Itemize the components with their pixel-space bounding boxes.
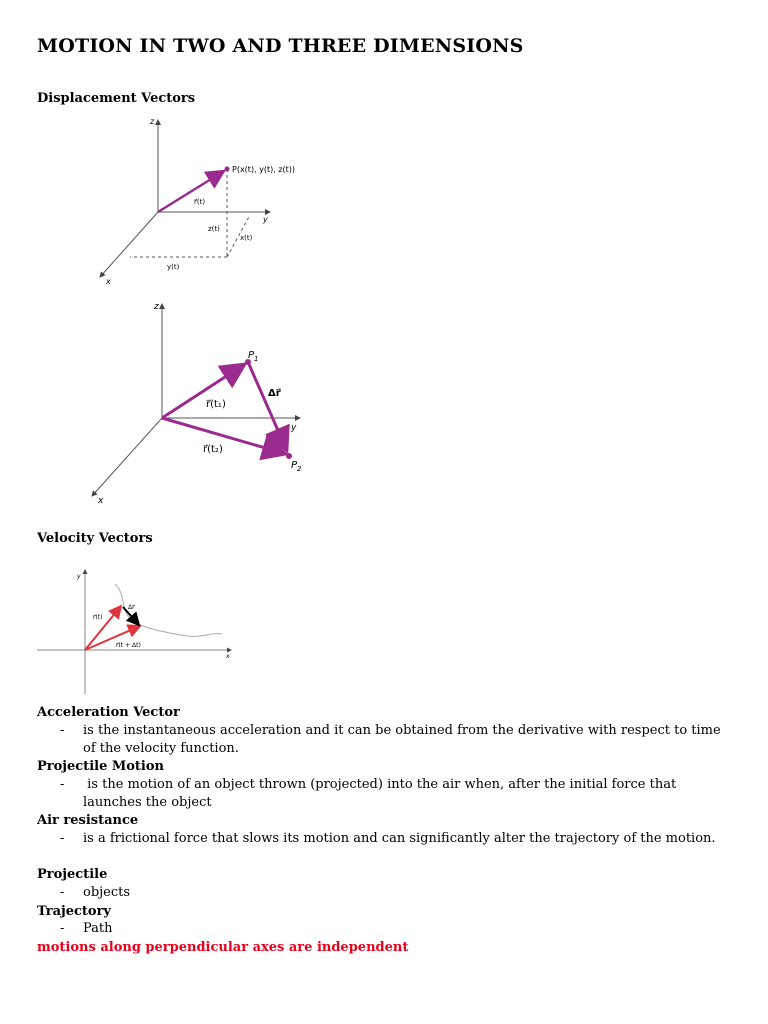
projectile-definition: - objects bbox=[60, 885, 131, 900]
page-title: MOTION IN TWO AND THREE DIMENSIONS bbox=[37, 35, 524, 57]
position-vector bbox=[158, 171, 224, 212]
z-label: z bbox=[154, 302, 159, 312]
r-t1-vector bbox=[162, 364, 245, 418]
r-label: r⃗(t) bbox=[194, 198, 206, 206]
velocity-vector-figure bbox=[37, 554, 242, 696]
projectile-motion-heading: Projectile Motion bbox=[37, 759, 164, 774]
delta-r-label: Δr⃗ bbox=[268, 388, 281, 399]
zt-label: z(t) bbox=[208, 225, 220, 233]
air-resistance-definition: - is a frictional force that slows its motion and can significantly alter the trajectory of the motion. bbox=[60, 831, 716, 846]
xt-label: x(t) bbox=[240, 234, 253, 242]
point-label: P(x(t), y(t), z(t)) bbox=[232, 165, 296, 174]
r-label: r⃗(t) bbox=[93, 614, 103, 621]
trajectory-definition: - Path bbox=[60, 921, 113, 936]
trajectory-heading: Trajectory bbox=[37, 904, 111, 919]
x-axis bbox=[100, 212, 158, 277]
y-label: y bbox=[263, 215, 268, 224]
r-dt-label: r⃗(t + Δt) bbox=[116, 642, 141, 649]
delta-r-label: Δr⃗ bbox=[128, 604, 135, 611]
delta-r-vector bbox=[248, 362, 287, 451]
z-label: z bbox=[150, 117, 155, 126]
independence-note: motions along perpendicular axes are independent bbox=[37, 940, 409, 955]
p1-label: $P_1$ bbox=[248, 350, 259, 363]
position-vector-figure bbox=[90, 112, 315, 292]
r-t2-vector bbox=[162, 418, 286, 454]
velocity-heading: Velocity Vectors bbox=[37, 531, 153, 546]
x-axis bbox=[92, 418, 162, 496]
acceleration-definition: - is the instantaneous acceleration and it can be obtained from the derivative with respect to time of the velocity function. bbox=[60, 723, 721, 756]
displacement-heading: Displacement Vectors bbox=[37, 91, 196, 106]
air-resistance-heading: Air resistance bbox=[37, 813, 139, 828]
projectile-motion-definition: - is the motion of an object thrown (projected) into the air when, after the initial force that launches the object bbox=[60, 777, 681, 810]
y-label: y bbox=[77, 573, 81, 580]
r-t1-label: r⃗(t₁) bbox=[206, 399, 226, 410]
y-label: y bbox=[291, 423, 297, 433]
projectile-heading: Projectile bbox=[37, 867, 108, 882]
x-label: x bbox=[226, 653, 230, 660]
acceleration-heading: Acceleration Vector bbox=[37, 705, 180, 720]
yt-label: y(t) bbox=[167, 263, 180, 271]
p2-label: $P_2$ bbox=[291, 460, 302, 473]
displacement-vector-figure bbox=[88, 296, 320, 508]
x-label: x bbox=[98, 496, 104, 506]
x-label: x bbox=[106, 277, 111, 286]
r-t2-label: r⃗(t₂) bbox=[203, 444, 223, 455]
